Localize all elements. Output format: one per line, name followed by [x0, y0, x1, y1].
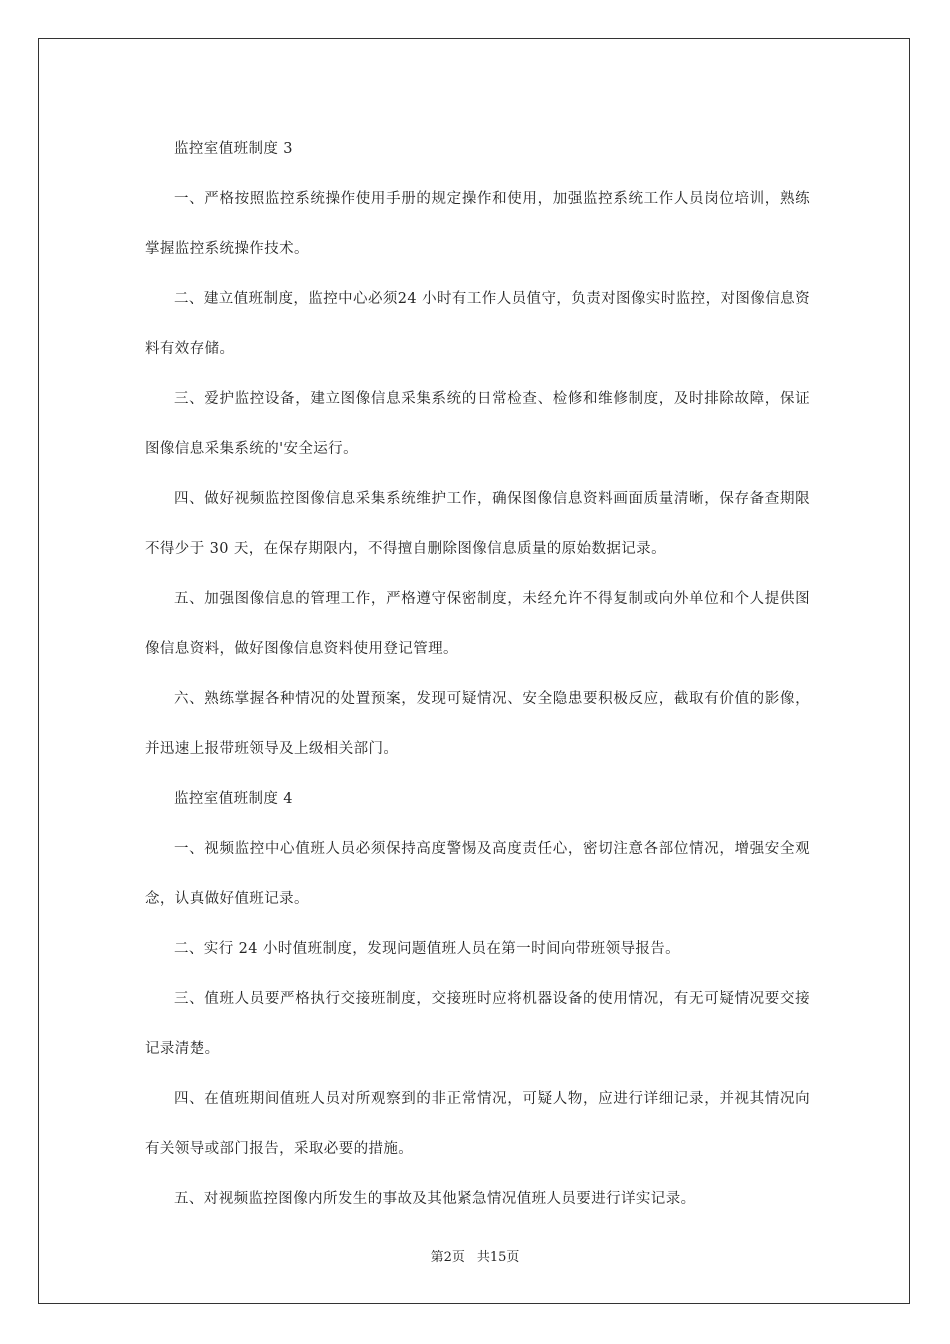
page-footer — [0, 1246, 950, 1265]
paragraph: 六、熟练掌握各种情况的处置预案，发现可疑情况、安全隐患要积极反应，截取有价值的影像，并迅速上报带班领导及上级相关部门。 — [145, 691, 810, 757]
paragraph: 五、加强图像信息的管理工作，严格遵守保密制度，未经允许不得复制或向外单位和个人提供图像信息资料，做好图像信息资料使用登记管理。 — [145, 591, 810, 657]
paragraph: 三、值班人员要严格执行交接班制度，交接班时应将机器设备的使用情况，有无可疑情况要交接记录清楚。 — [145, 991, 810, 1057]
paragraph: 四、做好视频监控图像信息采集系统维护工作，确保图像信息资料画面质量清晰，保存备查期限不得少于 30 天，在保存期限内，不得擅自删除图像信息质量的原始数据记录。 — [145, 491, 810, 557]
paragraph: 二、实行 24 小时值班制度，发现问题值班人员在第一时间向带班领导报告。 — [174, 941, 681, 957]
paragraph: 五、对视频监控图像内所发生的事故及其他紧急情况值班人员要进行详实记录。 — [174, 1191, 696, 1207]
paragraph: 四、在值班期间值班人员对所观察到的非正常情况，可疑人物，应进行详细记录，并视其情况向有关领导或部门报告，采取必要的措施。 — [145, 1091, 810, 1157]
document-body — [145, 124, 810, 1224]
paragraph: 三、爱护监控设备，建立图像信息采集系统的日常检查、检修和维修制度，及时排除故障，保证图像信息采集系统的'安全运行。 — [145, 391, 810, 457]
section-heading: 监控室值班制度 3 — [174, 141, 293, 157]
page-number: 第2页 — [430, 1250, 465, 1265]
paragraph: 一、严格按照监控系统操作使用手册的规定操作和使用，加强监控系统工作人员岗位培训，熟练掌握监控系统操作技术。 — [145, 191, 810, 257]
paragraph: 二、建立值班制度，监控中心必须24 小时有工作人员值守，负责对图像实时监控，对图像信息资料有效存储。 — [145, 291, 810, 357]
page-total: 共15页 — [476, 1250, 520, 1265]
paragraph: 一、视频监控中心值班人员必须保持高度警惕及高度责任心，密切注意各部位情况，增强安全观念，认真做好值班记录。 — [145, 841, 810, 907]
section-heading: 监控室值班制度 4 — [174, 791, 293, 807]
